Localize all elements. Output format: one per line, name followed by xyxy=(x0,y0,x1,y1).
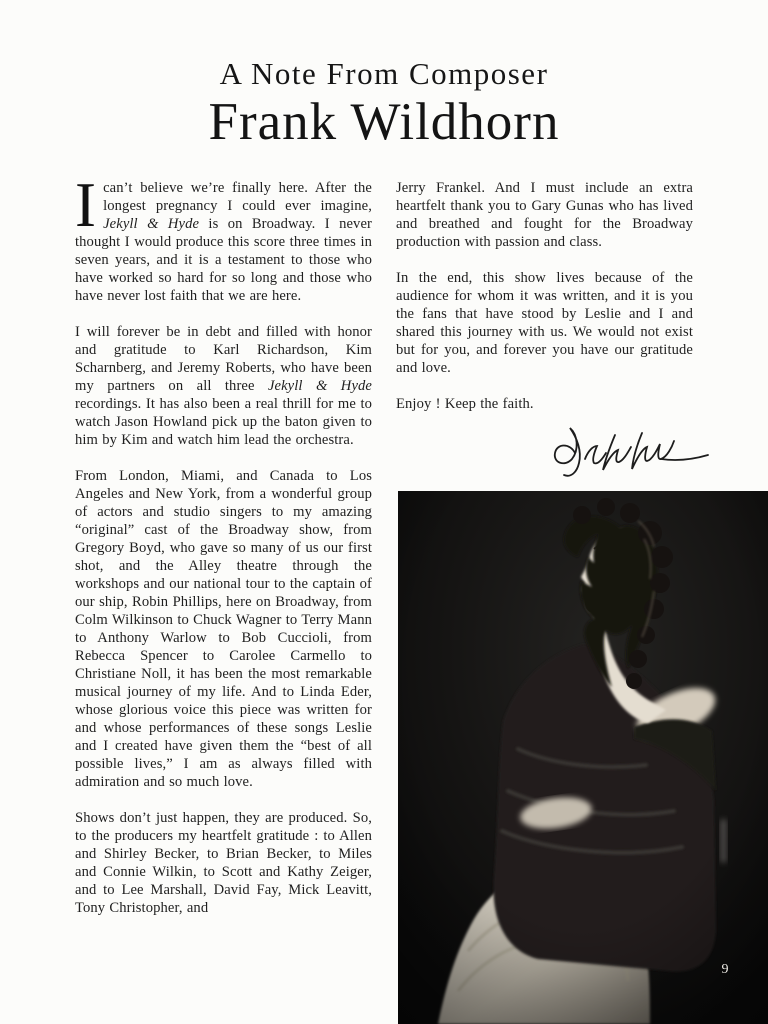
paragraph-1-text: can’t believe we’re finally here. After the longest pregnancy I could ever imagine, Jekyll & Hyde is on Broadway. I never thought I would produce this score three times in seven years, and it is a testament to those who have worked so hard for so long and those who have never lost faith that we are here. xyxy=(75,180,372,304)
paragraph-5: Jerry Frankel. And I must include an extra heartfelt thank you to Gary Gunas who has lived and breathed and fought for the Broadway production with passion and class. xyxy=(396,180,693,250)
frank-wildhorn-signature-icon xyxy=(545,419,715,483)
paragraph-2: I will forever be in debt and filled with honor and gratitude to Karl Richardson, Kim Scharnberg, and Jeremy Roberts, who have been my partners on all three Jekyll & Hyde recordings. It has also been a real thrill for me to watch Jason Howland pick up the baton given to him by Kim and watch him lead the orchestra. xyxy=(75,324,372,448)
signature-block xyxy=(396,419,715,483)
column-left xyxy=(75,170,372,935)
performer-photo-art xyxy=(398,491,768,1024)
page-header xyxy=(0,0,768,152)
paragraph-4: Shows don’t just happen, they are produced. So, to the producers my heartfelt gratitude : to Allen and Shirley Becker, to Brian Becker, to Miles and Connie Wilkin, to Scott and Kathy Zeiger, and to Lee Marshall, David Fay, Mick Leavitt, Tony Christopher, and xyxy=(75,810,372,916)
page-title-kicker: A Note From Composer xyxy=(219,56,549,91)
paragraph-3: From London, Miami, and Canada to Los Angeles and New York, from a wonderful group of actors and studio singers to my amazing “original” cast of the Broadway show, from Gregory Boyd, who gave so many of us our first shot, and the Alley theatre through the workshops and our national tour to the captain of our ship, Robin Phillips, here on Broadway, from Colm Wilkinson to Chuck Wagner to Terry Mann to Anthony Warlow to Bob Cuccioli, from Rebecca Spencer to Carolee Carmello to Christiane Noll, it has been the most remarkable musical journey of my life. And to Linda Eder, whose glorious voice this piece was written for and whose performances of these songs Leslie and I created have given them the “best of all possible lives,” I am as always filled with admiration and so much love. xyxy=(75,468,372,790)
closing-line: Enjoy ! Keep the faith. xyxy=(396,396,534,412)
paragraph-1 xyxy=(75,170,372,305)
page-title: Frank Wildhorn xyxy=(208,93,560,151)
page-number: 9 xyxy=(721,962,729,977)
drop-cap: I xyxy=(75,170,97,240)
performer-photo xyxy=(398,491,768,1024)
paragraph-6: In the end, this show lives because of the audience for whom it was written, and it is you the fans that have stood by Leslie and I and shared this journey with us. We would not exist but for you, and forever you have our gratitude and love. xyxy=(396,270,693,376)
